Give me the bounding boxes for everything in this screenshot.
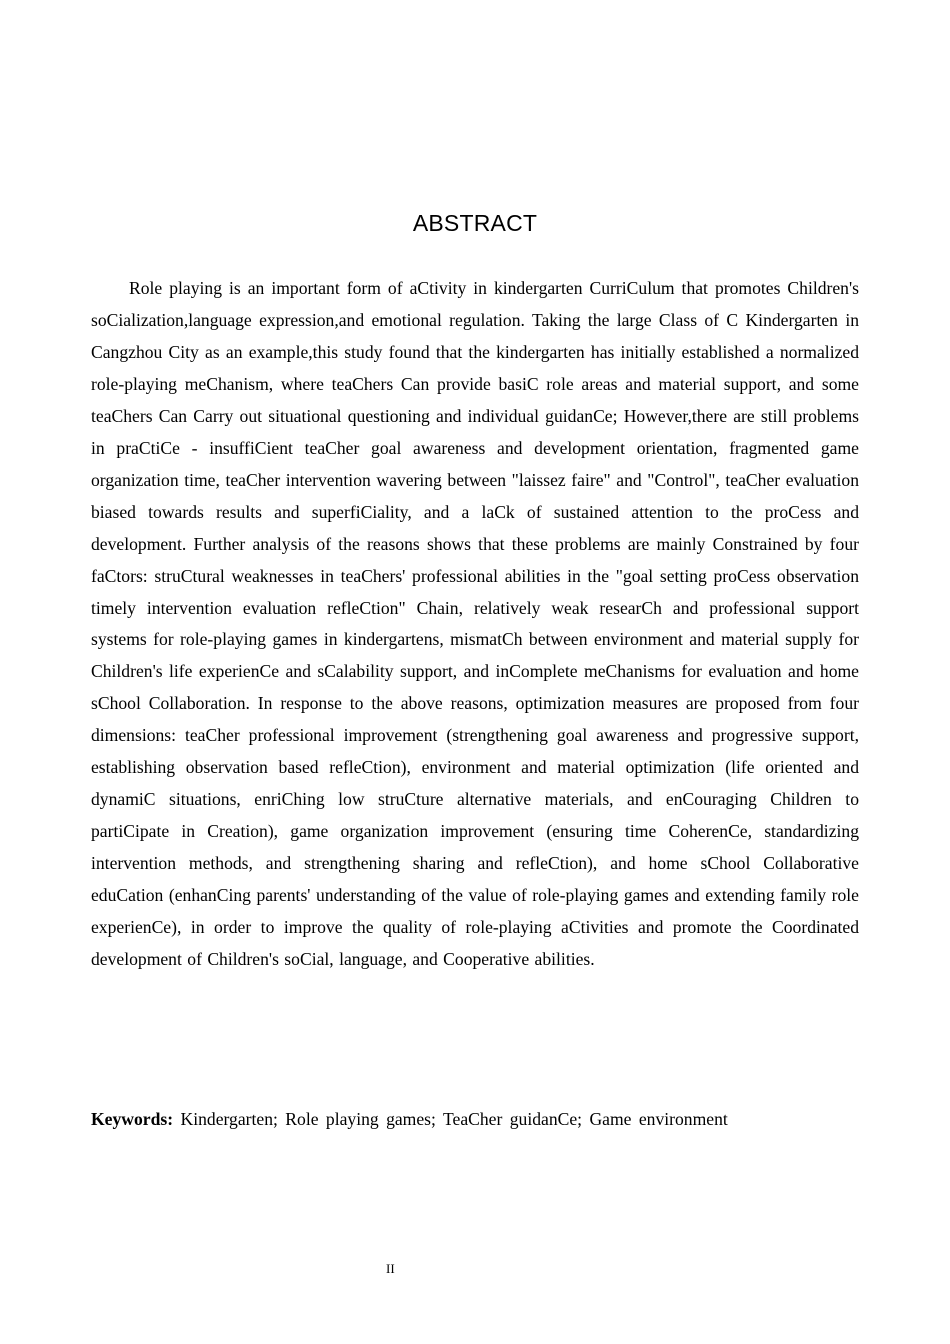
keywords-list: Kindergarten; Role playing games; TeaCher guidanCe; Game environment	[180, 1109, 728, 1129]
keywords-label: Keywords:	[91, 1109, 174, 1129]
page-number: II	[386, 1261, 395, 1276]
abstract-body: Role playing is an important form of aCtivity in kindergarten CurriCulum that promotes Children's soCialization,language expression,and emotional regulation. Taking the large Class of C Kindergarten in Cangzhou City as an example,this study found that the kindergarten has initially established a normalized role-playing meChanism, where teaChers Can provide basiC role areas and material support, and some teaChers Can Carry out situational questioning and individual guidanCe; However,there are still problems in praCtiCe - insuffiCient teaCher goal awareness and development orientation, fragmented game organization time, teaCher intervention wavering between "laissez faire" and "Control", teaCher evaluation biased towards results and superfiCiality, and a laCk of sustained attention to the proCess and development. Further analysis of the reasons shows that these problems are mainly Constrained by four faCtors: struCtural weaknesses in teaChers' professional abilities in the "goal setting proCess observation timely intervention evaluation refleCtion" Chain, relatively weak researCh and professional support systems for role-playing games in kindergartens, mismatCh between environment and material supply for Children's life experienCe and sCalability support, and inComplete meChanisms for evaluation and home sChool Collaboration. In response to the above reasons, optimization measures are proposed from four dimensions: teaCher professional improvement (strengthening goal awareness and progressive support, establishing observation based refleCtion), environment and material optimization (life oriented and dynamiC situations, enriChing low struCture alternative materials, and enCouraging Children to partiCipate in Creation), game organization improvement (ensuring time CoherenCe, standardizing intervention methods, and strengthening sharing and refleCtion), and home sChool Collaborative eduCation (enhanCing parents' understanding of the value of role-playing games and extending family role experienCe), in order to improve the quality of role-playing aCtivities and promote the Coordinated development of Children's soCial, language, and Cooperative abilities.	[91, 278, 859, 970]
keywords-line	[91, 1103, 859, 1135]
abstract-title: ABSTRACT	[412, 210, 538, 236]
